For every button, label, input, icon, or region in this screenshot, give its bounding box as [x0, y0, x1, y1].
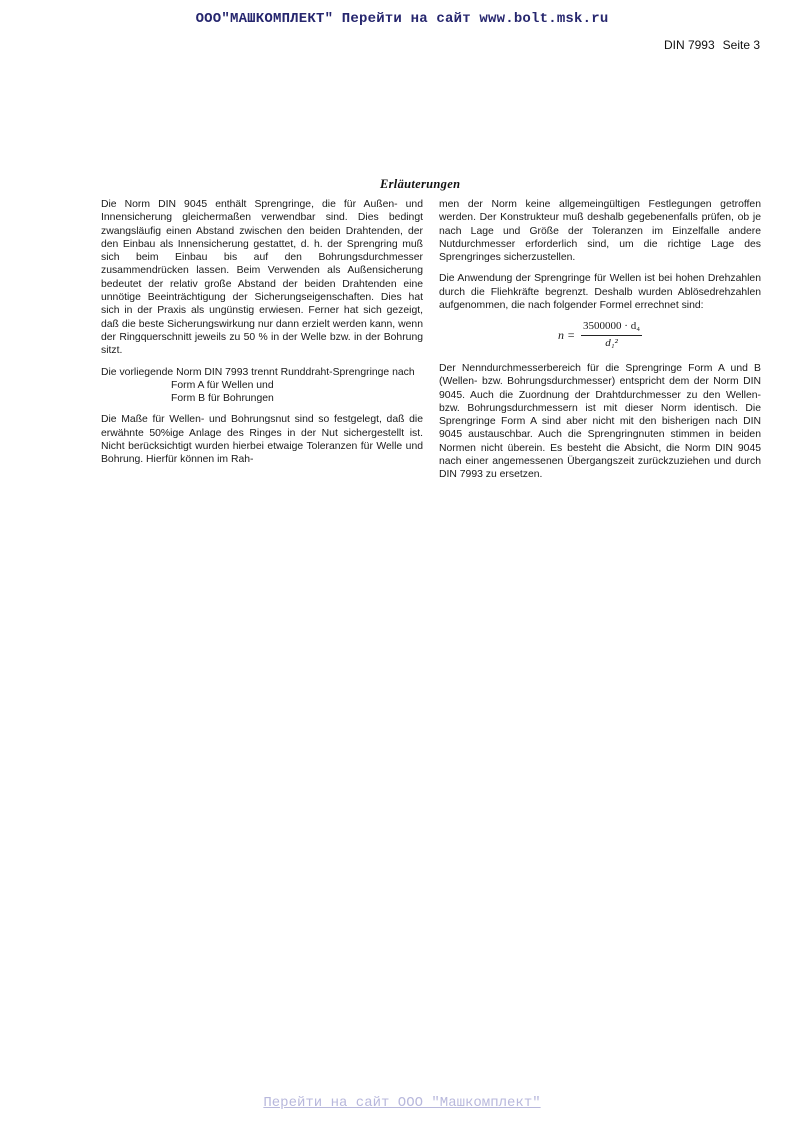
left-column [101, 198, 423, 475]
section-title: Erläuterungen [380, 177, 461, 191]
paragraph: Die Anwendung der Sprengringe für Wellen ist bei hohen Drehzahlen durch die Fliehkräfte begrenzt. Deshalb wurden Ablösedrehzahlen aufgenommen, die nach folgender Formel errechnet sind: [439, 273, 761, 312]
paragraph [101, 366, 423, 406]
form-a-line: Form A für Wellen und [171, 379, 274, 391]
paragraph-text: Die vorliegende Norm DIN 7993 trennt Runddraht-Sprengringe nach [101, 366, 415, 378]
top-banner-link[interactable]: ООО"МАШКОМПЛЕКТ" Перейти на сайт www.bolt.msk.ru [195, 11, 609, 27]
footer-link[interactable]: Перейти на сайт ООО "Машкомплект" [263, 1095, 541, 1111]
paragraph: Die Maße für Wellen- und Bohrungsnut sind so festgelegt, daß die erwähnte 50%ige Anlage des Ringes in der Nut sichergestellt ist. Nicht berücksichtigt wurden hierbei etwaige Toleranzen für Welle und Bohrung. Hierfür können im Rah- [101, 414, 423, 466]
formula-lhs: n = [557, 327, 576, 342]
formula-fraction [581, 320, 642, 350]
formula-denominator: d₁² [605, 336, 618, 349]
paragraph: men der Norm keine allgemeingültigen Festlegungen getroffen werden. Der Konstrukteur muß deshalb gegebenenfalls prüfen, ob je nach Lage und Größe der Toleranzen im Einzelfalle andere Nutdurchmesser erforderlich sind, um die richtige Lage des Sprengringes sicherzustellen. [439, 199, 761, 264]
speed-formula [439, 320, 761, 350]
page-number: Seite 3 [722, 38, 760, 52]
paragraph: Der Nenndurchmesserbereich für die Sprengringe Form A und B (Wellen- bzw. Bohrungsdurchmesser) entspricht dem der Norm DIN 9045. Auch die Zuordnung der Drahtdurchmesser zu den Wellen- bzw. Bohrungsdurchmessern ist mit dieser Norm identisch. Die Sprengringe Form A sind aber nicht mit den bisherigen nach DIN 9045 austauschbar. Auch die Sprengringnuten stimmen in beiden Normen nicht überein. Es besteht die Absicht, die Norm DIN 9045 nach einer angemessenen Übergangszeit zurückzuziehen und durch DIN 7993 zu ersetzen. [439, 362, 761, 481]
norm-number: DIN 7993 [663, 38, 715, 52]
page-header [664, 38, 760, 52]
paragraph: Die Norm DIN 9045 enthält Sprengringe, die für Außen- und Innensicherung gleichermaßen verwendbar sind. Dies bedingt zwangsläufig einen Abstand zwischen den beiden Drahtenden, der den Einbau als Innensicherung gestattet, d. h. der Sprengring muß sich beim Einbau bis auf den Bohrungsdurchmesser zusammendrücken lassen. Beim Verwenden als Außensicherung bedeutet der relativ große Abstand der beiden Drahtenden eine unnötige Beeinträchtigung der Sicherungseigenschaften. Dies hat sich in der Praxis als ungünstig erwiesen. Ferner hat sich gezeigt, daß die beste Sicherungswirkung nur dann erzielt werden kann, wenn der Ringquerschnitt jeweils zu 50 % in der Welle bzw. in der Bohrung sitzt. [101, 199, 423, 357]
formula-numerator: 3500000 · d₄ [581, 320, 642, 335]
form-b-line: Form B für Bohrungen [171, 393, 274, 405]
right-column [439, 198, 761, 490]
